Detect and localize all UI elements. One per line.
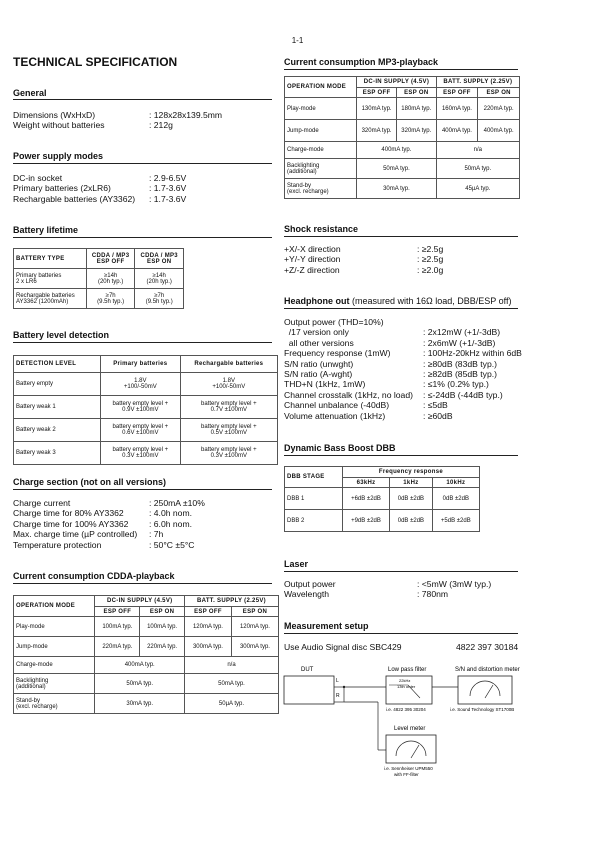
section-title-dbb: Dynamic Bass Boost DBB [284,443,396,453]
spec-label: S/N ratio (A-wght) [284,369,353,379]
spec-value: : ≤-24dB (-44dB typ.) [423,389,503,400]
table-header: ESP OFF [95,607,140,617]
sn-meter-dial [470,681,500,696]
spec-value: : ≤5dB [423,400,448,411]
table-header: CDDA / MP3 ESP ON [135,249,184,269]
spec-value: : 4.0h nom. [149,508,192,519]
spec-label: DC-in socket [13,173,63,183]
table-header: ESP ON [231,607,278,617]
shock-list [284,244,520,276]
spec-label: Output power [284,579,336,589]
table-header: DC-IN SUPPLY (4.5V) [95,596,184,607]
section-title-headphone: Headphone out (measured with 16Ω load, DBB/ESP off) [284,296,512,306]
table-header: 1kHz [390,478,433,488]
table-row: Battery weak 3 battery empty level + 0.3V ±100mV battery empty level + 0.3V ±100mV [14,442,278,465]
level-meter-label: Level meter [394,726,426,732]
table-header: ESP ON [140,607,185,617]
section-divider [13,583,272,584]
level-meter-sub-label: with FF-filter [394,772,419,777]
lpf-label: Low pass filter [388,667,427,673]
sn-meter-sub-label: i.e. Sound Technology ST1700B [450,707,515,712]
spec-value: : 1.7-3.6V [149,193,187,204]
spec-label: Max. charge time (µP controlled) [13,529,138,540]
spec-value: : ≥80dB (83dB typ.) [423,358,497,369]
spec-value: : ≥60dB [423,410,453,421]
lpf-inner-text: 13th order [397,684,416,689]
spec-value: : ≥2.5g [417,254,444,265]
mp3-consumption-table [284,76,520,199]
table-row: Battery weak 2 battery empty level + 0.6V ±100mV battery empty level + 0.5V ±100mV [14,419,278,442]
spec-value: : 50°C ±5°C [149,539,195,550]
table-header: Frequency response [342,467,479,478]
laser-list [284,579,520,601]
section-divider [13,163,272,164]
section-title-lifetime: Battery lifetime [13,225,79,235]
cdda-consumption-table [13,595,279,714]
right-channel-label: R [336,693,340,699]
spec-label: Channel unbalance (-40dB) [284,400,390,411]
spec-label: Dimensions (WxHxD) [13,110,96,120]
section-title-power: Power supply modes [13,151,104,161]
section-divider [284,236,518,237]
section-divider [13,489,272,490]
spec-label: +Y/-Y direction [284,254,341,265]
spec-label: Volume attenuation (1kHz) [284,410,386,421]
spec-label: Temperature protection [13,539,102,550]
dut-box [284,676,334,704]
charge-list [13,498,273,552]
table-row: Charge-mode 400mA typ. n/a [285,142,520,159]
spec-label: all other versions [284,337,354,348]
setup-disc-text: Use Audio Signal disc SBC429 [284,642,402,652]
section-divider [13,342,272,343]
spec-label: Weight without batteries [13,120,105,131]
spec-label: Charge time for 100% AY3362 [13,518,129,529]
level-meter-needle [411,745,419,758]
spec-label: +Z/-Z direction [284,264,340,275]
table-row: Play-mode 100mA typ. 100mA typ. 120mA typ. 120mA typ. [14,617,279,637]
table-header: BATT. SUPPLY (2.25V) [184,596,278,607]
table-header: 10kHz [432,478,479,488]
spec-label: S/N ratio (unwght) [284,358,354,369]
section-title-cdda: Current consumption CDDA-playback [13,571,175,581]
spec-value: : 2x6mW (+1/-3dB) [423,337,496,348]
table-row: DBB 2 +9dB ±2dB 0dB ±2dB +5dB ±2dB [285,510,480,532]
table-header: ESP ON [396,88,436,98]
section-title-level: Battery level detection [13,330,110,340]
table-header: DBB STAGE [285,467,343,488]
table-row: Jump-mode 220mA typ. 220mA typ. 300mA typ. 300mA typ. [14,637,279,657]
table-header: DC-IN SUPPLY (4.5V) [357,77,436,88]
lpf-inner-text: 22kHz [399,678,411,683]
lpf-sub-label: i.e. 4822 395 30204 [386,707,426,712]
spec-label: +X/-X direction [284,244,341,254]
table-row: Jump-mode 320mA typ. 320mA typ. 400mA typ. 400mA typ. [285,120,520,142]
spec-value: : 250mA ±10% [149,498,205,508]
dbb-table [284,466,480,532]
table-row: Charge-mode 400mA typ. n/a [14,657,279,674]
table-row: Primary batteries 2 x LR6 ≥14h (20h typ.) ≥14h (20h typ.) [14,269,184,289]
spec-value: : 6.0h nom. [149,518,192,529]
table-header: OPERATION MODE [285,77,357,98]
table-header: CDDA / MP3 ESP OFF [86,249,135,269]
table-row: DBB 1 +6dB ±2dB 0dB ±2dB 0dB ±2dB [285,488,480,510]
spec-value: : ≤1% (0.2% typ.) [423,379,489,390]
spec-label: /17 version only [284,327,349,338]
general-list [13,110,273,134]
setup-disc-code: 4822 397 30184 [456,642,519,652]
table-header: DETECTION LEVEL [14,356,101,373]
sn-meter-box [458,676,512,704]
table-header: ESP OFF [357,88,397,98]
table-header: Primary batteries [101,356,181,373]
left-channel-label: L [336,678,339,684]
spec-value: : ≥2.5g [417,244,444,254]
table-header: ESP OFF [436,88,478,98]
level-meter-box [386,735,436,763]
battery-level-table [13,355,278,465]
table-header: BATTERY TYPE [14,249,87,269]
section-divider [284,69,518,70]
table-row: Backlighting (additional) 50mA typ. 50mA typ. [285,159,520,179]
spec-value: : 100Hz-20kHz within 6dB [423,348,522,359]
spec-label: THD+N (1kHz, 1mW) [284,379,366,390]
headphone-list [284,317,520,422]
table-header: Rechargable batteries [180,356,277,373]
sn-meter-label: S/N and distortion meter [455,667,520,673]
table-header: OPERATION MODE [14,596,95,617]
spec-value: : 128x28x139.5mm [149,110,223,120]
spec-label: Rechargable batteries (AY3362) [13,193,136,204]
level-meter-sub-label: i.e. Sennheiser UPM550 [384,766,433,771]
section-divider [13,237,272,238]
level-meter-dial [396,741,426,756]
table-row: Battery weak 1 battery empty level + 0.9V ±100mV battery empty level + 0.7V ±100mV [14,396,278,419]
section-divider [284,308,518,309]
section-divider [284,571,518,572]
document-title: TECHNICAL SPECIFICATION [13,55,178,69]
spec-label: Primary batteries (2xLR6) [13,183,111,194]
table-row: Stand-by (excl. recharge) 30mA typ. 50µA typ. [14,694,279,714]
table-header: 63kHz [342,478,389,488]
page-number: 1-1 [291,36,304,45]
spec-label: Charge current [13,498,71,508]
section-divider [284,455,518,456]
table-row: Play-mode 130mA typ. 180mA typ. 160mA typ. 220mA typ. [285,98,520,120]
section-title-laser: Laser [284,559,309,569]
spec-value: : ≥2.0g [417,264,444,275]
spec-label: Frequency response (1mW) [284,348,391,359]
spec-value: : 7h [149,529,164,540]
spec-label: Channel crosstalk (1kHz, no load) [284,389,413,400]
table-header: ESP OFF [184,607,231,617]
battery-lifetime-table [13,248,184,309]
measurement-setup-diagram [280,660,530,785]
dut-label: DUT [301,667,314,673]
table-row: Backlighting (additional) 50mA typ. 50mA typ. [14,674,279,694]
spec-label: Output power (THD=10%) [284,317,384,327]
section-title-setup: Measurement setup [284,621,369,631]
table-row: Rechargable batteries AY3362 (1200mAh) ≥7h (9.5h typ.) ≥7h (9.5h typ.) [14,289,184,309]
power-list [13,173,273,207]
table-row: Battery empty 1.8V +100/-50mV 1.8V +100/-50mV [14,373,278,396]
table-header: ESP ON [478,88,520,98]
section-title-general: General [13,88,47,98]
sn-meter-needle [485,685,493,698]
spec-value: : 2x12mW (+1/-3dB) [423,327,501,338]
section-title-charge: Charge section (not on all versions) [13,477,167,487]
spec-label: Charge time for 80% AY3362 [13,508,124,519]
section-title-mp3: Current consumption MP3-playback [284,57,439,67]
section-divider [13,99,272,100]
spec-value: : 780nm [417,589,449,600]
spec-label: Wavelength [284,589,330,600]
spec-value: : ≥82dB (85dB typ.) [423,369,497,379]
section-divider [284,633,518,634]
spec-value: : 1.7-3.6V [149,183,187,194]
section-title-shock: Shock resistance [284,224,359,234]
spec-value: : <5mW (3mW typ.) [417,579,492,589]
spec-value: : 212g [149,120,173,131]
table-row: Stand-by (excl. recharge) 30mA typ. 45µA typ. [285,179,520,199]
spec-value: : 2.9-6.5V [149,173,187,183]
table-header: BATT. SUPPLY (2.25V) [436,77,519,88]
